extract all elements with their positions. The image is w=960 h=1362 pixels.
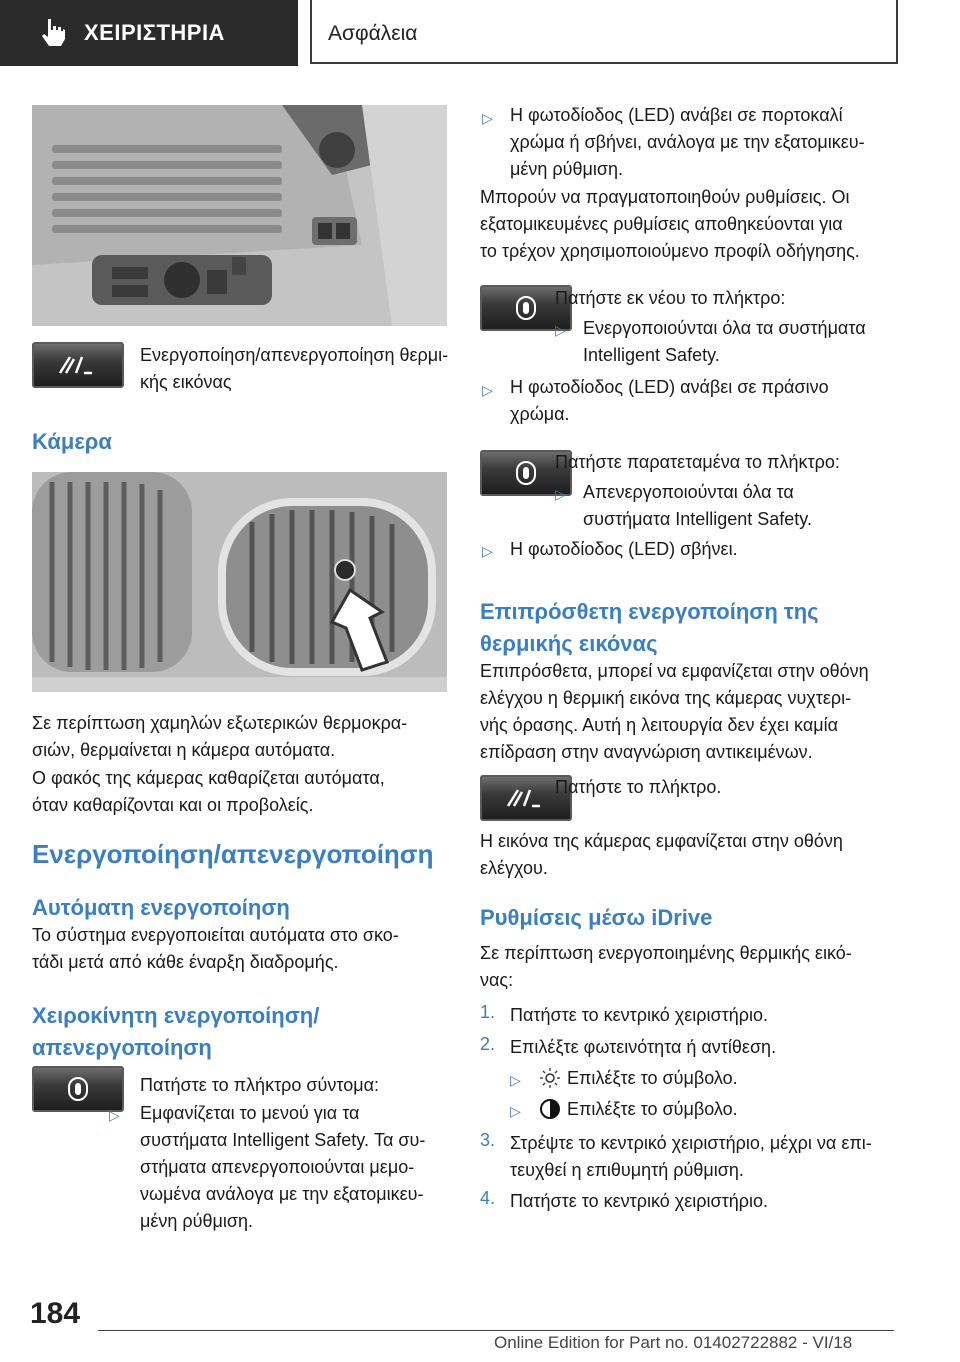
contrast-icon (538, 1097, 562, 1121)
activation-heading: Ενεργοποίηση/απενεργοποίηση (32, 839, 434, 869)
intelligent-safety-button-illustration (32, 1066, 124, 1112)
bullet-triangle-icon: ▷ (482, 110, 493, 126)
step-number: 2. (480, 1034, 496, 1054)
hand-pointer-icon (40, 17, 66, 47)
settings-text: Μπορούν να πραγματοποιηθούν ρυθμίσεις. Οι εξατομικευμένες ρυθμίσεις αποθηκεύονται για το τρέχον χρησιμοποιούμενο προφίλ οδήγησης. (480, 187, 860, 261)
press-button-text: Πατήστε το πλήκτρο. (555, 777, 722, 797)
thermal-image-button-illustration (32, 342, 124, 388)
bullet-triangle-icon: ▷ (555, 486, 566, 502)
camera-heating-text: Σε περίπτωση χαμηλών εξωτερικών θερμοκρα- σιών, θερμαίνεται η κάμερα αυτόματα. (32, 713, 408, 760)
header-section-tab (0, 0, 298, 66)
step-number: 3. (480, 1130, 496, 1150)
step-text: Πατήστε το κεντρικό χειριστήριο. (510, 1005, 768, 1025)
brightness-sub-text: Επιλέξτε το σύμβολο. (567, 1068, 738, 1088)
bullet-triangle-icon: ▷ (555, 322, 566, 338)
manual-activation-heading: Χειροκίνητη ενεργοποίηση/ απενεργοποίηση (32, 1003, 320, 1060)
night-vision-icon (504, 786, 548, 810)
press-short-text: Πατήστε το πλήκτρο σύντομα: (140, 1075, 380, 1095)
auto-activation-text: Το σύστημα ενεργοποιείται αυτόματα στο σκο- τάδι μετά από κάθε έναρξη διαδρομής. (32, 925, 399, 972)
press-long-text: Πατήστε παρατεταμένα το πλήκτρο: (555, 452, 840, 472)
intelligent-safety-icon (515, 295, 537, 321)
all-off-bullet: Απενεργοποιούνται όλα τα συστήματα Intelligent Safety. (583, 482, 812, 529)
idrive-settings-heading: Ρυθμίσεις μέσω iDrive (480, 905, 713, 930)
image-shown-text: Η εικόνα της κάμερας εμφανίζεται στην οθόνη ελέγχου. (480, 831, 843, 878)
contrast-sub-text: Επιλέξτε το σύμβολο. (567, 1099, 738, 1119)
extra-thermal-heading: Επιπρόσθετη ενεργοποίηση της θερμικής εικόνας (480, 599, 819, 656)
press-again-text: Πατήστε εκ νέου το πλήκτρο: (555, 288, 786, 308)
night-vision-icon (56, 353, 100, 377)
header-chapter-box (310, 0, 898, 64)
idrive-intro-text: Σε περίπτωση ενεργοποιημένης θερμικής εικό- νας: (480, 943, 852, 990)
step-number: 4. (480, 1188, 496, 1208)
bullet-triangle-icon: ▷ (510, 1103, 521, 1119)
led-off-bullet: Η φωτοδίοδος (LED) σβήνει. (510, 539, 738, 559)
camera-heading: Κάμερα (32, 429, 112, 454)
dashboard-photo (32, 105, 447, 326)
thermal-caption: Ενεργοποίηση/απενεργοποίηση θερμι- κής εικόνας (140, 345, 449, 392)
edition-footer: Online Edition for Part no. 01402722882 - VI/18 (494, 1333, 853, 1352)
bullet-triangle-icon: ▷ (482, 543, 493, 559)
camera-grille-photo (32, 472, 447, 692)
brightness-icon (538, 1066, 562, 1090)
extra-thermal-text: Επιπρόσθετα, μπορεί να εμφανίζεται στην οθόνη ελέγχου η θερμική εικόνα της κάμερας νυχτερι- νής όρασης. Αυτή η λειτουργία δεν έχει καμία επίδραση στην αναγνώριση αντικειμένων. (480, 661, 869, 762)
menu-bullet-text: Εμφανίζεται το μενού για τα συστήματα Intelligent Safety. Τα συ- στήματα απενεργοποιούνται μεμο- νωμένα ανάλογα με την εξατομικευ- μένη ρύθμιση. (140, 1103, 426, 1231)
led-green-bullet: Η φωτοδίοδος (LED) ανάβει σε πράσινο χρώμα. (510, 377, 829, 424)
led-orange-bullet: Η φωτοδίοδος (LED) ανάβει σε πορτοκαλί χρώμα ή σβήνει, ανάλογα με την εξατομικευ- μένη ρύθμιση. (510, 105, 865, 179)
bullet-triangle-icon: ▷ (510, 1072, 521, 1088)
bullet-triangle-icon: ▷ (109, 1107, 120, 1123)
camera-cleaning-text: Ο φακός της κάμερας καθαρίζεται αυτόματα, όταν καθαρίζονται και οι προβολείς. (32, 768, 385, 815)
step-text: Επιλέξτε φωτεινότητα ή αντίθεση. (510, 1037, 777, 1057)
page-number: 184 (30, 1297, 81, 1330)
intelligent-safety-icon (67, 1076, 89, 1102)
step-text: Στρέψτε το κεντρικό χειριστήριο, μέχρι να επι- τευχθεί η επιθυμητή ρύθμιση. (510, 1133, 872, 1180)
header-chapter-label: Ασφάλεια (328, 22, 418, 45)
step-text: Πατήστε το κεντρικό χειριστήριο. (510, 1191, 768, 1211)
intelligent-safety-icon (515, 460, 537, 486)
footer-divider (98, 1330, 894, 1331)
step-number: 1. (480, 1002, 496, 1022)
all-on-bullet: Ενεργοποιούνται όλα τα συστήματα Intelligent Safety. (583, 318, 866, 365)
auto-activation-heading: Αυτόματη ενεργοποίηση (32, 895, 290, 920)
bullet-triangle-icon: ▷ (482, 382, 493, 398)
header-section-label: ΧΕΙΡΙΣΤΗΡΙΑ (84, 20, 225, 45)
